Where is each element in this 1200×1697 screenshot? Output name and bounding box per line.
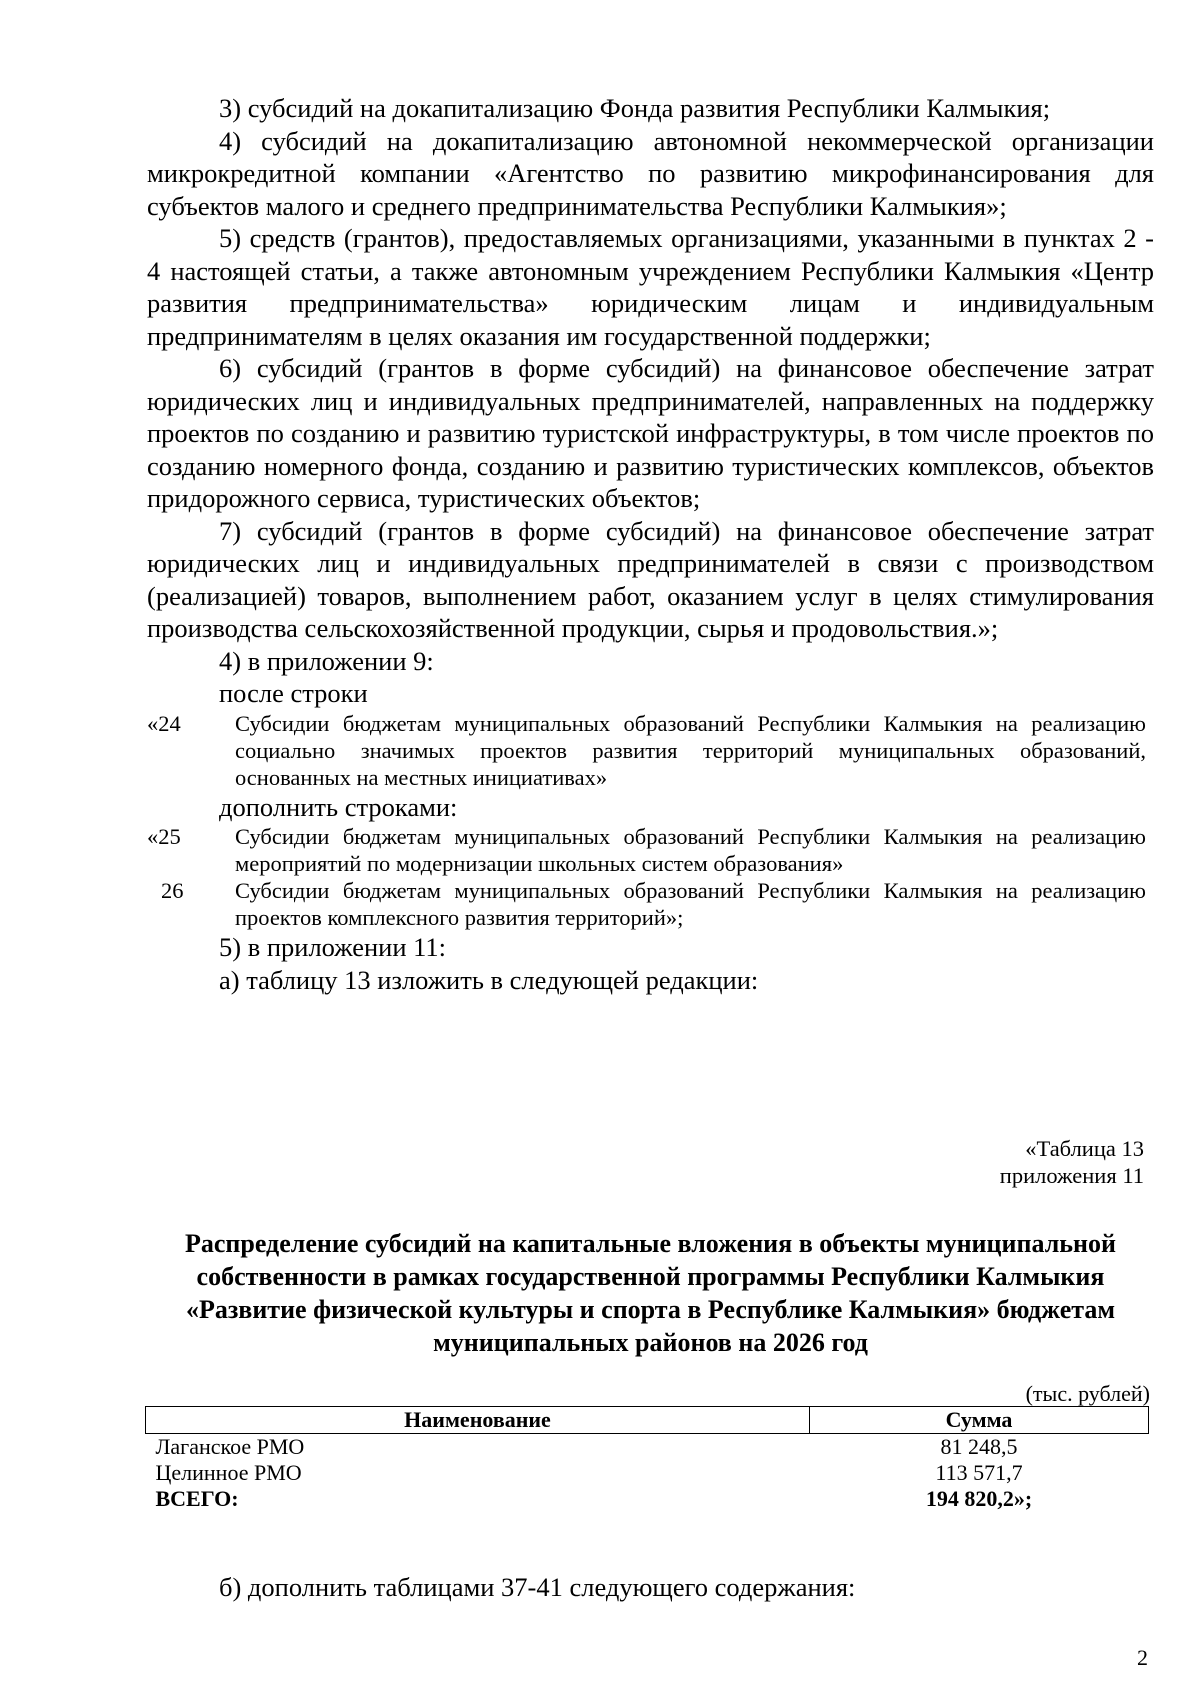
paragraph-item-7: 7) субсидий (грантов в форме субсидий) на финансовое обеспечение затрат юридических лиц и индивидуальных предпринимателей в связи с производством (реализацией) товаров, выполнением работ, оказанием услуг в целях стимулирования производства сельскохозяйственной продукции, сырья и продовольствия.»; <box>147 515 1154 643</box>
table-caption <box>1000 1135 1144 1189</box>
row-text: Субсидии бюджетам муниципальных образований Республики Калмыкия на реализацию проектов комплексного развития территорий»; <box>235 878 1146 930</box>
table-total-row <box>146 1486 1149 1512</box>
table-row <box>146 1460 1149 1486</box>
total-label: ВСЕГО: <box>155 1486 239 1511</box>
table-unit: (тыс. рублей) <box>1025 1381 1150 1406</box>
existing-rows <box>147 710 1154 791</box>
item-a: а) таблицу 13 изложить в следующей редакции: <box>219 964 759 995</box>
add-rows-label: дополнить строками: <box>219 791 458 822</box>
subsidy-table <box>145 1406 1149 1512</box>
row-text: Субсидии бюджетам муниципальных образований Республики Калмыкия на реализацию социально значимых проектов развития территорий муниципальных образований, основанных на местных инициативах» <box>235 710 1146 790</box>
column-header-name: Наименование <box>146 1407 810 1434</box>
list-item <box>147 823 1154 877</box>
row-name: Целинное РМО <box>155 1460 302 1485</box>
row-text: Субсидии бюджетам муниципальных образований Республики Калмыкия на реализацию мероприятий по модернизации школьных систем образования» <box>235 824 1146 876</box>
item-b: б) дополнить таблицами 37-41 следующего содержания: <box>219 1572 856 1602</box>
table-caption-line-1: «Таблица 13 <box>1025 1136 1144 1161</box>
table-title: Распределение субсидий на капитальные вложения в объекты муниципальной собственности в рамках государственной программы Республики Калмыкия «Развитие физической культуры и спорта в Республике Калмыкия» бюджетам муниципальных районов на 2026 год <box>184 1229 1117 1357</box>
column-header-amount: Сумма <box>810 1407 1149 1434</box>
new-rows <box>147 823 1154 931</box>
body-text <box>147 92 1154 996</box>
after-row-label: после строки <box>219 678 368 708</box>
row-number: «24 <box>147 710 181 736</box>
table-header-row <box>146 1407 1149 1434</box>
table-caption-line-2: приложения 11 <box>999 1163 1144 1188</box>
row-number: «25 <box>147 824 181 849</box>
row-amount: 113 571,7 <box>935 1460 1023 1485</box>
list-item <box>147 877 1154 931</box>
paragraph-item-4: 4) субсидий на докапитализацию автономной некоммерческой организации микрокредитной компании «Агентство по развитию микрофинансирования для субъектов малого и среднего предпринимательства Республики Калмыкия»; <box>147 125 1154 221</box>
appendix-9-heading: 4) в приложении 9: <box>219 645 434 676</box>
appendix-11-heading: 5) в приложении 11: <box>219 932 447 962</box>
row-name: Лаганское РМО <box>155 1434 305 1459</box>
page-number: 2 <box>1137 1645 1148 1670</box>
paragraph-item-6: 6) субсидий (грантов в форме субсидий) на финансовое обеспечение затрат юридических лиц и индивидуальных предпринимателей, направленных на поддержку проектов по созданию и развитию туристской инфраструктуры, в том числе проектов по созданию номерного фонда, созданию и развитию туристических комплексов, объектов придорожного сервиса, туристических объектов; <box>147 353 1154 513</box>
paragraph-item-5: 5) средств (грантов), предоставляемых организациями, указанными в пунктах 2 - 4 настоящей статьи, а также автономным учреждением Республики Калмыкия «Центр развития предпринимательства» юридическим лицам и индивидуальным предпринимателям в целях оказания им государственной поддержки; <box>147 223 1154 351</box>
table-row <box>146 1434 1149 1461</box>
total-amount: 194 820,2»; <box>925 1486 1033 1511</box>
row-amount: 81 248,5 <box>940 1434 1018 1459</box>
paragraph-item-3: 3) субсидий на докапитализацию Фонда развития Республики Калмыкия; <box>219 93 1051 123</box>
list-item <box>147 710 1154 791</box>
row-number: 26 <box>161 878 184 903</box>
